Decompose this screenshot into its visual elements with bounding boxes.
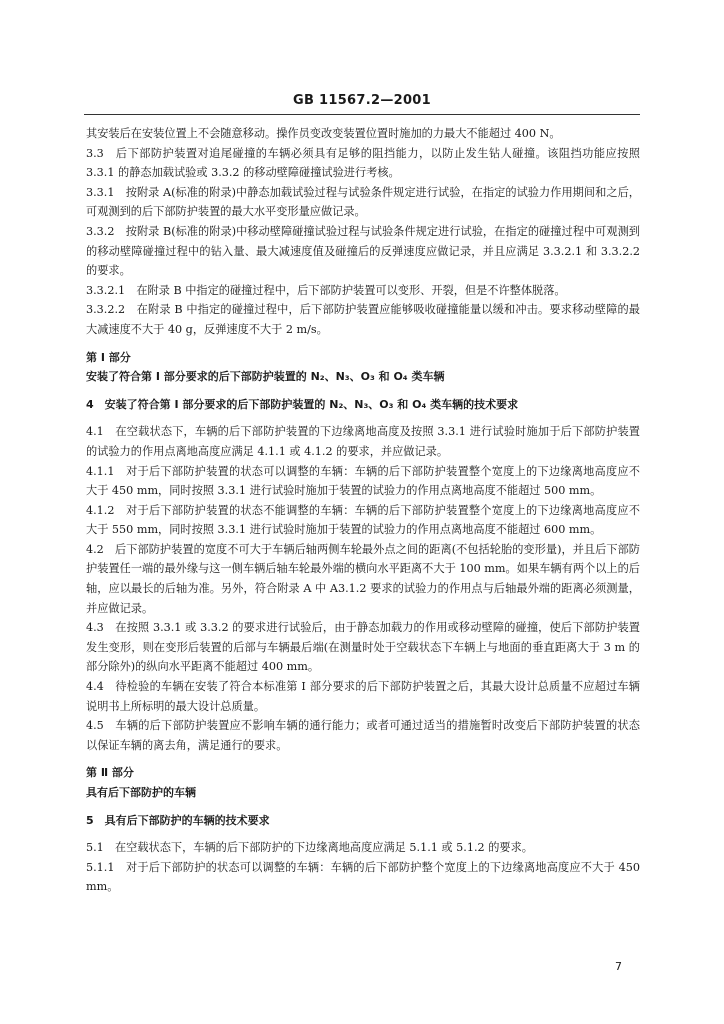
paragraph-4-1: 4.1 在空载状态下，车辆的后下部防护装置的下边缘离地高度及按照 3.3.1 进行试验时施加于后下部防护装置的试验力的作用点离地高度应满足 4.1.1 或 4.1.2 的要求，并应做记录。 <box>86 425 640 458</box>
paragraph-4-3: 4.3 在按照 3.3.1 或 3.3.2 的要求进行试验后，由于静态加载力的作用或移动壁障的碰撞，使后下部防护装置发生变形，则在变形后装置的后部与车辆最后端(在测量时处于空载状态下车辆上与地面的垂直距离大于 3 m 的部分除外)的纵向水平距离不能超过 400 mm。 <box>86 621 640 674</box>
paragraph-4-4: 4.4 待检验的车辆在安装了符合本标准第 Ⅰ 部分要求的后下部防护装置之后，其最大设计总质量不应超过车辆说明书上所标明的最大设计总质量。 <box>86 680 640 713</box>
paragraph-3-3-2-2: 3.3.2.2 在附录 B 中指定的碰撞过程中，后下部防护装置应能够吸收碰撞能量以缓和冲击。要求移动壁障的最大减速度不大于 40 g，反弹速度不大于 2 m/s。 <box>86 303 640 336</box>
section-5-heading: 5 具有后下部防护的车辆的技术要求 <box>86 813 270 827</box>
document-header: GB 11567.2—2001 <box>293 93 431 108</box>
paragraph: 其安装后在安装位置上不会随意移动。操作员变改变装置位置时施加的力最大不能超过 400 N。 <box>86 127 561 140</box>
paragraph-4-1-2: 4.1.2 对于后下部防护装置的状态不能调整的车辆：车辆的后下部防护装置整个宽度上的下边缘离地高度应不大于 550 mm，同时按照 3.3.1 进行试验时施加于装置的试验力的作用点离地高度不能超过 600 mm。 <box>86 503 640 537</box>
part-2-title: 第 Ⅱ 部分 <box>86 766 134 780</box>
paragraph-3-3-1: 3.3.1 按附录 A(标准的附录)中静态加载试验过程与试验条件规定进行试验，在指定的试验力作用期间和之后，可观测到的后下部防护装置的最大水平变形量应做记录。 <box>86 185 640 219</box>
paragraph-4-2: 4.2 后下部防护装置的宽度不可大于车辆后轴两侧车轮最外点之间的距离(不包括轮胎的变形量)，并且后下部防护装置任一端的最外缘与这一侧车辆后轴车轮最外端的横向水平距离不大于 100 mm。如果车辆有两个以上的后轴，应以最长的后轴为准。另外，符合附录 A 中 A3.1.2 要求的试验力的作用点与后轴最外端的距离必须测量，并应做记录。 <box>86 542 640 615</box>
paragraph-3-3-2: 3.3.2 按附录 B(标准的附录)中移动壁障碰撞试验过程与试验条件规定进行试验，在指定的碰撞过程中可观测到的移动壁障碰撞过程中的钻入量、最大减速度值及碰撞后的反弹速度应做记录，并且应满足 3.3.2.1 和 3.3.2.2 的要求。 <box>86 224 640 278</box>
paragraph-5-1: 5.1 在空载状态下，车辆的后下部防护的下边缘离地高度应满足 5.1.1 或 5.1.2 的要求。 <box>86 841 533 855</box>
part-1-title: 第 Ⅰ 部分 <box>86 350 131 364</box>
paragraph-4-1-1: 4.1.1 对于后下部防护装置的状态可以调整的车辆：车辆的后下部防护装置整个宽度上的下边缘离地高度应不大于 450 mm，同时按照 3.3.1 进行试验时施加于装置的试验力的作用点离地高度不能超过 500 mm。 <box>86 464 640 498</box>
paragraph-5-1-1: 5.1.1 对于后下部防护的状态可以调整的车辆：车辆的后下部防护整个宽度上的下边缘离地高度应不大于 450 mm。 <box>86 860 640 894</box>
document-body <box>86 124 640 897</box>
page-number: 7 <box>615 960 622 973</box>
paragraph-3-3-2-1: 3.3.2.1 在附录 B 中指定的碰撞过程中，后下部防护装置可以变形、开裂，但是不许整体脱落。 <box>86 283 566 297</box>
section-4-heading: 4 安装了符合第 Ⅰ 部分要求的后下部防护装置的 N₂、N₃、O₃ 和 O₄ 类车辆的技术要求 <box>86 397 519 411</box>
part-2-subtitle: 具有后下部防护的车辆 <box>86 786 196 799</box>
paragraph-4-5: 4.5 车辆的后下部防护装置应不影响车辆的通行能力；或者可通过适当的措施暂时改变后下部防护装置的状态以保证车辆的离去角，满足通行的要求。 <box>86 719 640 752</box>
header-rule <box>84 114 640 115</box>
part-1-subtitle: 安装了符合第 Ⅰ 部分要求的后下部防护装置的 N₂、N₃、O₃ 和 O₄ 类车辆 <box>86 370 445 384</box>
paragraph-3-3: 3.3 后下部防护装置对追尾碰撞的车辆必须具有足够的阻挡能力，以防止发生钻人碰撞。该阻挡功能应按照 3.3.1 的静态加载试验或 3.3.2 的移动壁障碰撞试验进行考核。 <box>86 146 640 180</box>
